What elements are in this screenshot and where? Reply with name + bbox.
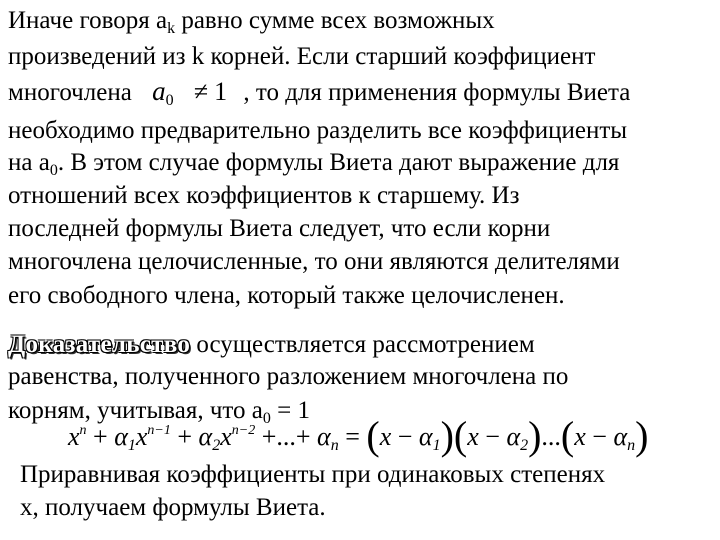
text-line: x, получаем формулы Виета. [20, 494, 326, 521]
text-line: на $a_0$. В этом случае формулы Виета дают выражение для [8, 149, 620, 179]
text-line: произведений из k корней. Если старший коэффициент [8, 43, 596, 70]
inline-formula: $a_0 \ne 1$ [152, 76, 228, 109]
text-line: Иначе говоря $a_k$ равно сумме всех возможных [8, 7, 495, 37]
text-line: отношений всех коэффициентов к старшему. Из [8, 182, 520, 209]
text-line: последней формулы Виета следует, что если корни [8, 215, 551, 242]
text-line: Доказательство осуществляется рассмотрением [8, 331, 535, 358]
text-line: корням, учитывая, что $a_0 = 1$ [8, 397, 310, 427]
text-line: многочлена целочисленные, то они являются делителями [8, 248, 620, 275]
text-line: необходимо предварительно разделить все коэффициенты [8, 117, 628, 144]
proof-heading: Доказательство [8, 331, 191, 358]
text-line: многочлена $a_0 \ne 1$ , то для применения формулы Виета [8, 76, 631, 109]
text-line: его свободного члена, который также целочисленен. [8, 282, 565, 309]
text-line: равенства, полученного разложением многочлена по [8, 363, 569, 390]
factorization-equation: $x^n + \alpha_1x^{n-1} + \alpha_2x^{n-2}$ +...+ $\alpha_n = (x - \alpha_1)(x - \alpha_2)...(x - \alpha_n)$ [68, 413, 649, 458]
text-line: Приравнивая коэффициенты при одинаковых степенях [20, 461, 606, 488]
